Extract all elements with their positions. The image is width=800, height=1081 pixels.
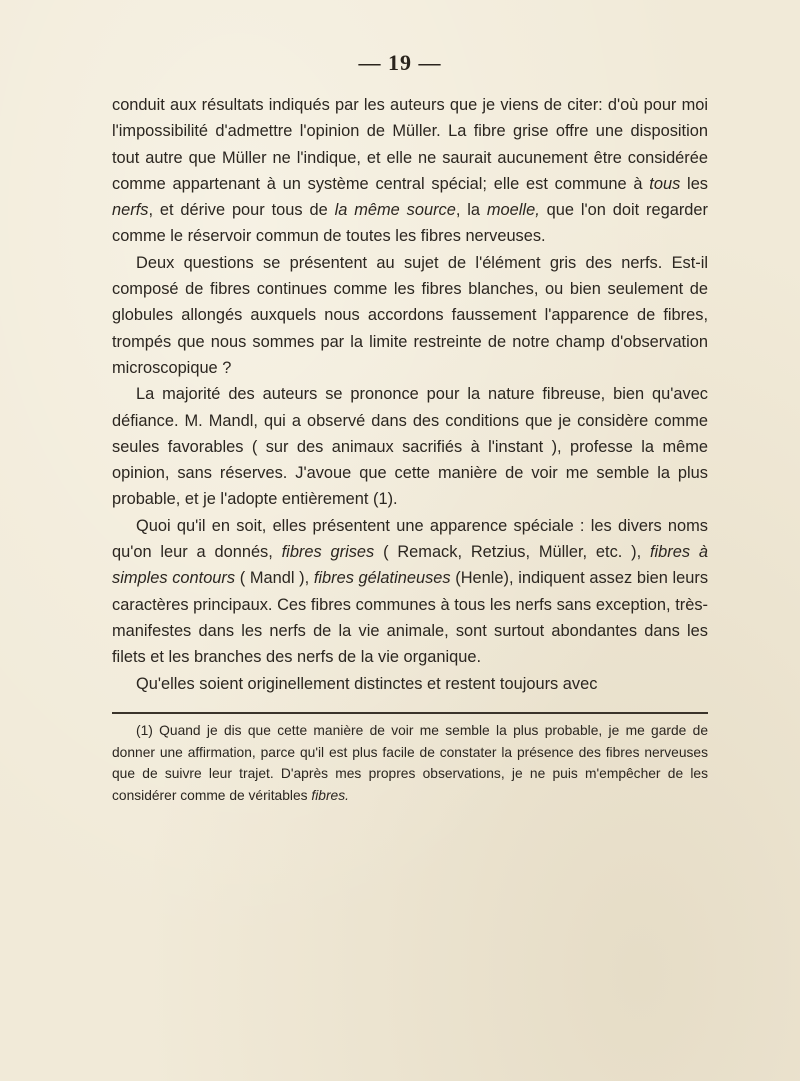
paragraph xyxy=(112,671,708,697)
text-run: les xyxy=(680,174,709,193)
paragraph xyxy=(112,250,708,381)
footnote-text xyxy=(112,720,708,806)
text-run: conduit aux résultats indiqués par les auteurs que je viens de citer: d'où pour moi l'impossibilité d'admettre l'opinion de Müller. La fibre grise offre une disposition tout autre que Müller ne l'indique, et elle ne saurait aucunement être considérée comme appartenant à un système central spécial; elle est commune à xyxy=(112,96,708,193)
footnote-divider xyxy=(112,712,708,714)
italic-text: fibres grises xyxy=(281,543,375,562)
italic-text: moelle, xyxy=(486,201,540,220)
text-run: , et dérive pour tous de xyxy=(148,201,335,220)
italic-text: nerfs xyxy=(112,201,149,220)
text-run: (Henle), indiquent assez bien leurs caractères principaux. Ces fibres communes à tous les nerfs sans exception, très-manifestes dans les nerfs de la vie animale, sont surtout abondantes dans les filets et les branches des nerfs de la vie organique. xyxy=(112,569,709,667)
page-number: — 19 — xyxy=(358,50,442,75)
body-text xyxy=(112,92,708,697)
paragraph xyxy=(112,513,708,671)
text-run: ( Mandl ), xyxy=(235,569,314,588)
text-run: que l'on doit regarder comme le réservoir commun de toutes les fibres nerveuses. xyxy=(112,201,708,246)
text-run: Deux questions se présentent au sujet de l'élément gris des nerfs. Est-il composé de fibres continues comme les fibres blanches, ou bien seulement de globules allongés auxquels nous accordons faussement l'apparence de fibres, trompés que nous sommes par la limite restreinte de notre champ d'observation microscopique ? xyxy=(112,253,708,377)
italic-text: la même source xyxy=(334,201,456,220)
paragraph xyxy=(112,381,708,512)
italic-text: fibres à simples contours xyxy=(112,543,708,588)
text-run: ( Remack, Retzius, Müller, etc. ), xyxy=(374,543,650,562)
italic-text: fibres gélatineuses xyxy=(313,569,451,588)
italic-text: tous xyxy=(649,174,681,193)
footnote xyxy=(112,720,708,806)
text-run: La majorité des auteurs se prononce pour la nature fibreuse, bien qu'avec défiance. M. Mandl, qui a observé dans des conditions que je considère comme seules favorables ( sur des animaux sacrifiés à l'instant ), professe la même opinion, sans réserves. J'avoue que cette manière de voir me semble la plus probable, et je l'adopte entièrement (1). xyxy=(112,385,708,509)
text-run: (1) Quand je dis que cette manière de voir me semble la plus probable, je me garde de donner une affirmation, parce qu'il est plus facile de constater la présence des fibres nerveuses que de suivre leur trajet. D'après mes propres observations, je ne puis m'empêcher de les considérer comme de véritables xyxy=(112,723,708,803)
text-run: Quoi qu'il en soit, elles présentent une apparence spéciale : les divers noms qu'on leur a donnés, xyxy=(112,516,708,562)
paragraph xyxy=(112,92,708,250)
italic-text: fibres. xyxy=(311,787,349,803)
text-run: Qu'elles soient originellement distinctes et restent toujours avec xyxy=(136,674,598,693)
text-run: , la xyxy=(455,201,487,220)
